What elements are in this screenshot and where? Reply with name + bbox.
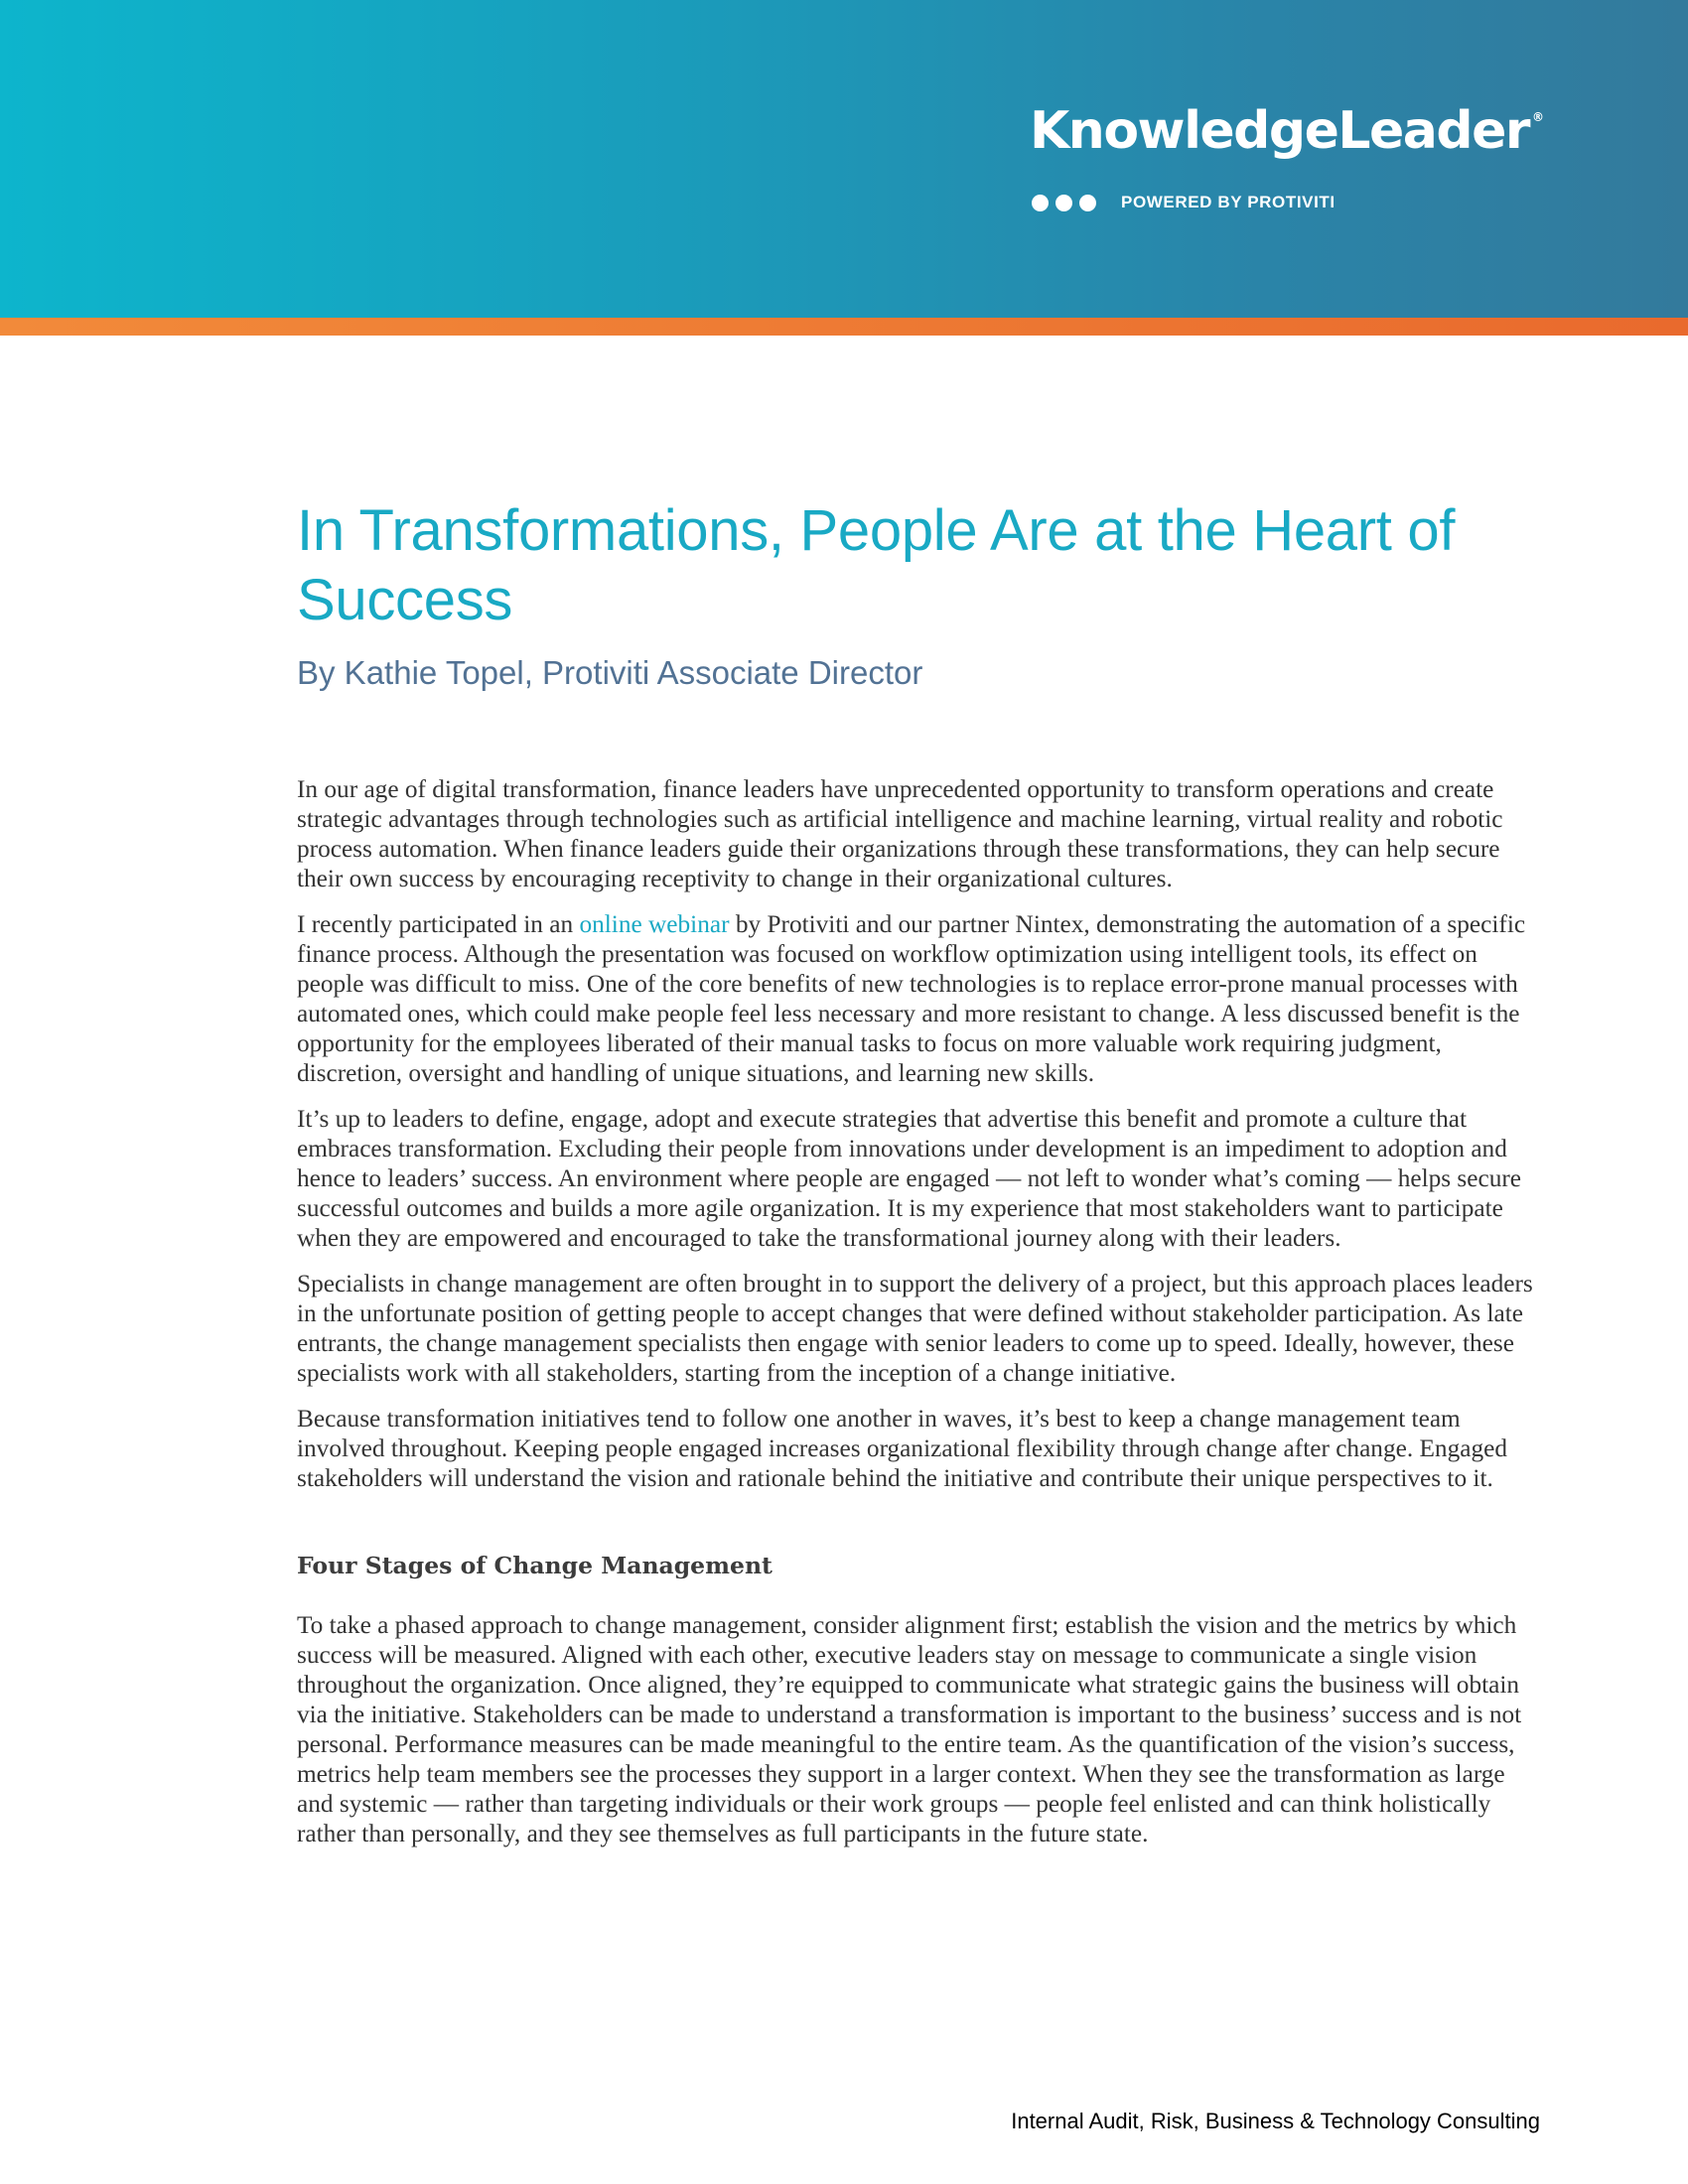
article-body: [297, 774, 1538, 1848]
footer-text: Internal Audit, Risk, Business & Technology Consulting: [1011, 2109, 1540, 2133]
paragraph: [297, 909, 1538, 1088]
brand-dot: [1055, 195, 1072, 211]
author-byline: By Kathie Topel, Protiviti Associate Director: [297, 654, 923, 691]
paragraph-text: by Protiviti and our partner Nintex, demonstrating the automation of a specific finance process. Although the presentation was focused on workflow optimization using intelligent tools, its effect on people was difficult to miss. One of the core benefits of new technologies is to replace error-prone manual processes with automated ones, which could make people feel less necessary and more resistant to change. A less discussed benefit is the opportunity for the employees liberated of their manual tasks to focus on more valuable work requiring judgment, discretion, oversight and handling of unique situations, and learning new skills.: [297, 910, 1526, 1087]
registered-mark: ®: [1532, 110, 1545, 124]
header-band: [0, 0, 1688, 318]
document-content: [297, 496, 1538, 1864]
brand-logo: [1030, 101, 1545, 161]
section-heading: Four Stages of Change Management: [297, 1552, 773, 1579]
paragraph: Specialists in change management are often brought in to support the delivery of a project, but this approach places leaders in the unfortunate position of getting people to accept changes that were defined without stakeholder participation. As late entrants, the change management specialists then engage with senior leaders to come up to speed. Ideally, however, these specialists work with all stakeholders, starting from the inception of a change initiative.: [297, 1270, 1533, 1387]
paragraph: In our age of digital transformation, finance leaders have unprecedented opportunity to transform operations and create strategic advantages through technologies such as artificial intelligence and machine learning, virtual reality and robotic process automation. When finance leaders guide their organizations through these transformations, they can help secure their own success by encouraging receptivity to change in their organizational cultures.: [297, 775, 1503, 892]
brand-dots-icon: [1032, 195, 1096, 211]
page-title: In Transformations, People Are at the Heart of Success: [297, 498, 1456, 632]
paragraph: Because transformation initiatives tend to follow one another in waves, it’s best to keep a change management team involved throughout. Keeping people engaged increases organizational flexibility through change after change. Engaged stakeholders will understand the vision and rationale behind the initiative and contribute their unique perspectives to it.: [297, 1405, 1507, 1492]
paragraph: It’s up to leaders to define, engage, adopt and execute strategies that advertise this benefit and promote a culture that embraces transformation. Excluding their people from innovations under development is an impediment to adoption and hence to leaders’ success. An environment where people are engaged — not left to wonder what’s coming — helps secure successful outcomes and builds a more agile organization. It is my experience that most stakeholders want to participate when they are empowered and encouraged to take the transformational journey along with their leaders.: [297, 1105, 1522, 1252]
brand-tagline: POWERED BY PROTIVITI: [1121, 193, 1336, 211]
brand-name: KnowledgeLeader: [1030, 101, 1530, 161]
online-webinar-link[interactable]: online webinar: [579, 910, 730, 938]
brand-dot: [1079, 195, 1096, 211]
brand-dot: [1032, 195, 1049, 211]
paragraph-text: I recently participated in an: [297, 910, 580, 938]
paragraph: To take a phased approach to change management, consider alignment first; establish the vision and the metrics by which success will be measured. Aligned with each other, executive leaders stay on message to communicate a single vision throughout the organization. Once aligned, they’re equipped to communicate what strategic gains the business will obtain via the initiative. Stakeholders can be made to understand a transformation is important to the business’ success and is not personal. Performance measures can be made meaningful to the entire team. As the quantification of the vision’s success, metrics help team members see the processes they support in a larger context. When they see the transformation as large and systemic — rather than targeting individuals or their work groups — people feel enlisted and can think holistically rather than personally, and they see themselves as full participants in the future state.: [297, 1611, 1522, 1847]
accent-bar: [0, 318, 1688, 336]
